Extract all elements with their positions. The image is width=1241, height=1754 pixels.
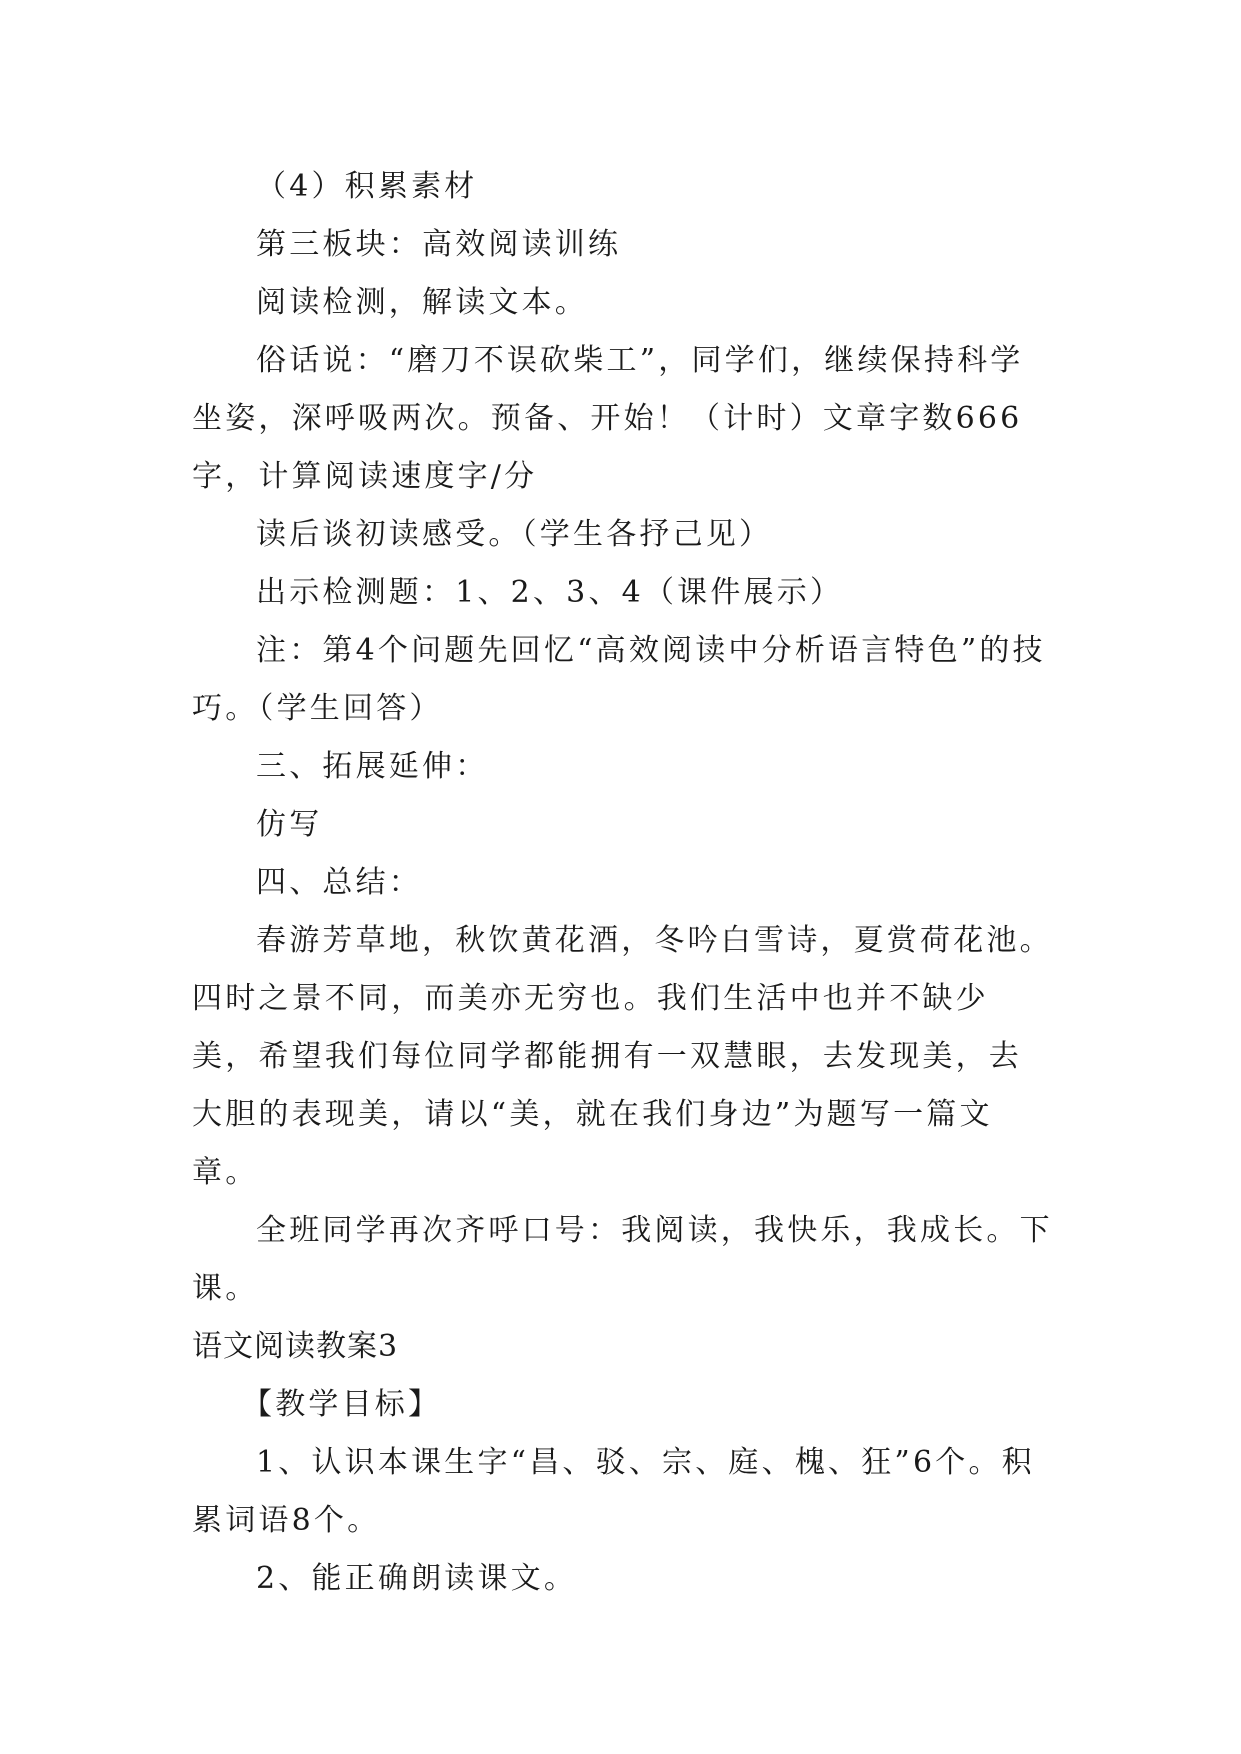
paragraph: 春游芳草地，秋饮黄花酒，冬吟白雪诗，夏赏荷花池。四时之景不同，而美亦无穷也。我们生活中也并不缺少美，希望我们每位同学都能拥有一双慧眼，去发现美，去大胆的表现美，请以“美，就在我们身边”为题写一篇文章。	[192, 923, 1053, 1190]
teaching-objectives-heading: 【教学目标】	[242, 1387, 442, 1422]
objective-item: 2、能正确朗读课文。	[256, 1561, 578, 1596]
paragraph: 读后谈初读感受。（学生各抒己见）	[256, 517, 773, 552]
paragraph: 阅读检测，解读文本。	[256, 285, 588, 320]
section-heading-extension: 三、拓展延伸：	[256, 749, 489, 784]
document-body	[192, 158, 1054, 1608]
paragraph: 出示检测题：1、2、3、4（课件展示）	[256, 575, 844, 610]
paragraph: 注：第4个问题先回忆“高效阅读中分析语言特色”的技巧。（学生回答）	[192, 633, 1046, 726]
section-heading-third-block: 第三板块：高效阅读训练	[256, 227, 622, 262]
paragraph: （4）积累素材	[256, 169, 478, 204]
section-heading-summary: 四、总结：	[256, 865, 422, 900]
paragraph: 仿写	[256, 807, 323, 842]
paragraph: 俗话说：“磨刀不误砍柴工”，同学们，继续保持科学坐姿，深呼吸两次。预备、开始！（计时）文章字数666字，计算阅读速度字/分	[192, 343, 1024, 494]
lesson-plan-title: 语文阅读教案3	[192, 1329, 399, 1364]
objective-item: 1、认识本课生字“昌、驳、宗、庭、槐、狂”6个。积累词语8个。	[192, 1445, 1035, 1538]
paragraph: 全班同学再次齐呼口号：我阅读，我快乐，我成长。下课。	[192, 1213, 1053, 1306]
